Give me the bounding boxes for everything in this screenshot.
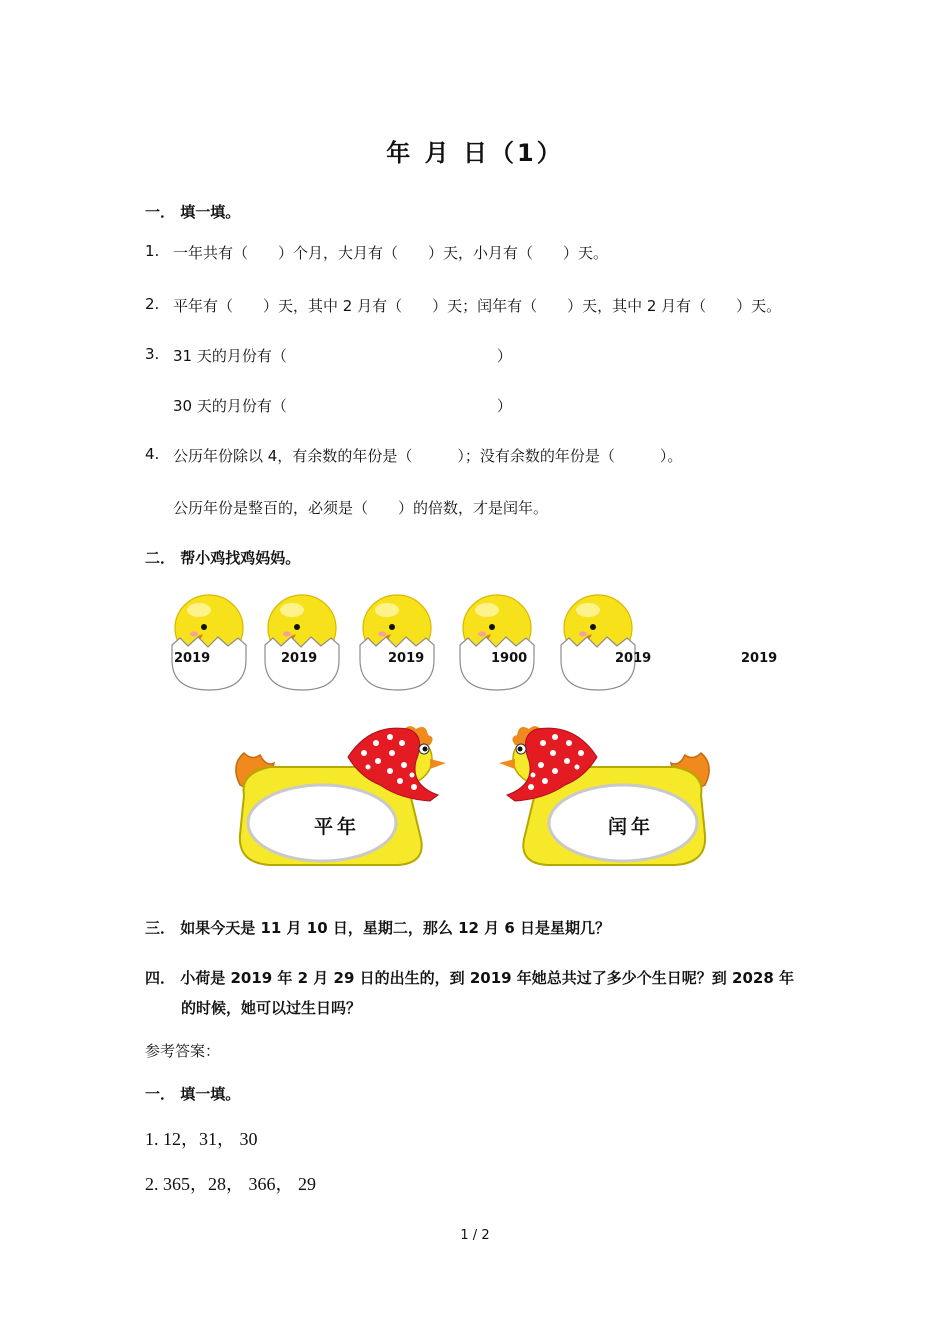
page-number: 1 / 2: [460, 1228, 490, 1243]
chick-egg-icon: [557, 590, 639, 692]
chick-year-label: 2019: [174, 651, 211, 666]
answers-section-1-heading: 一． 填一填。: [145, 1085, 241, 1103]
answers-heading: 参考答案：: [145, 1042, 221, 1060]
chick-egg-icon: [168, 590, 250, 692]
question-1-number: 1.: [145, 242, 160, 260]
chick-year-label: 2019: [741, 651, 778, 666]
chick-egg-icon: [456, 590, 538, 692]
question-2-number: 2.: [145, 295, 160, 313]
hen-leap-year-icon: [493, 715, 715, 875]
chick-year-label: 1900: [491, 651, 528, 666]
chick-year-label: 2019: [615, 651, 652, 666]
page-title: 年 月 日（1）: [386, 139, 564, 167]
answer-2: 2. 365，28， 366， 29: [145, 1174, 316, 1194]
question-4-line2: 公历年份是整百的，必须是（ ）的倍数，才是闰年。: [173, 499, 549, 517]
chick-egg-icon: [261, 590, 343, 692]
chick-year-label: 2019: [388, 651, 425, 666]
chick-egg-icon: [356, 590, 438, 692]
question-3-line1: 31 天的月份有（ ）: [173, 347, 512, 365]
section-2-heading: 二． 帮小鸡找鸡妈妈。: [145, 549, 301, 567]
question-4-number: 4.: [145, 445, 160, 463]
section-4-question-line1: 四． 小荷是 2019 年 2 月 29 日的出生的，到 2019 年她总共过了多少个生日呢？到 2028 年: [145, 969, 795, 987]
hen-label-common-year: 平年: [314, 816, 361, 838]
section-4-question-line2: 的时候，她可以过生日吗？: [181, 999, 362, 1017]
chick-year-label: 2019: [281, 651, 318, 666]
answer-1: 1. 12，31， 30: [145, 1129, 258, 1149]
hen-label-leap-year: 闰年: [608, 816, 655, 838]
section-3-question: 三． 如果今天是 11 月 10 日，星期二，那么 12 月 6 日是星期几？: [145, 919, 611, 937]
question-3-line2: 30 天的月份有（ ）: [173, 397, 512, 415]
question-2-text: 平年有（ ）天，其中 2 月有（ ）天；闰年有（ ）天，其中 2 月有（ ）天。: [173, 297, 782, 315]
hen-common-year-icon: [230, 715, 452, 875]
question-4-line1: 公历年份除以 4，有余数的年份是（ ）；没有余数的年份是（ ）。: [173, 447, 683, 465]
question-3-number: 3.: [145, 345, 160, 363]
section-1-heading: 一． 填一填。: [145, 203, 241, 221]
question-1-text: 一年共有（ ）个月，大月有（ ）天，小月有（ ）天。: [173, 244, 609, 262]
